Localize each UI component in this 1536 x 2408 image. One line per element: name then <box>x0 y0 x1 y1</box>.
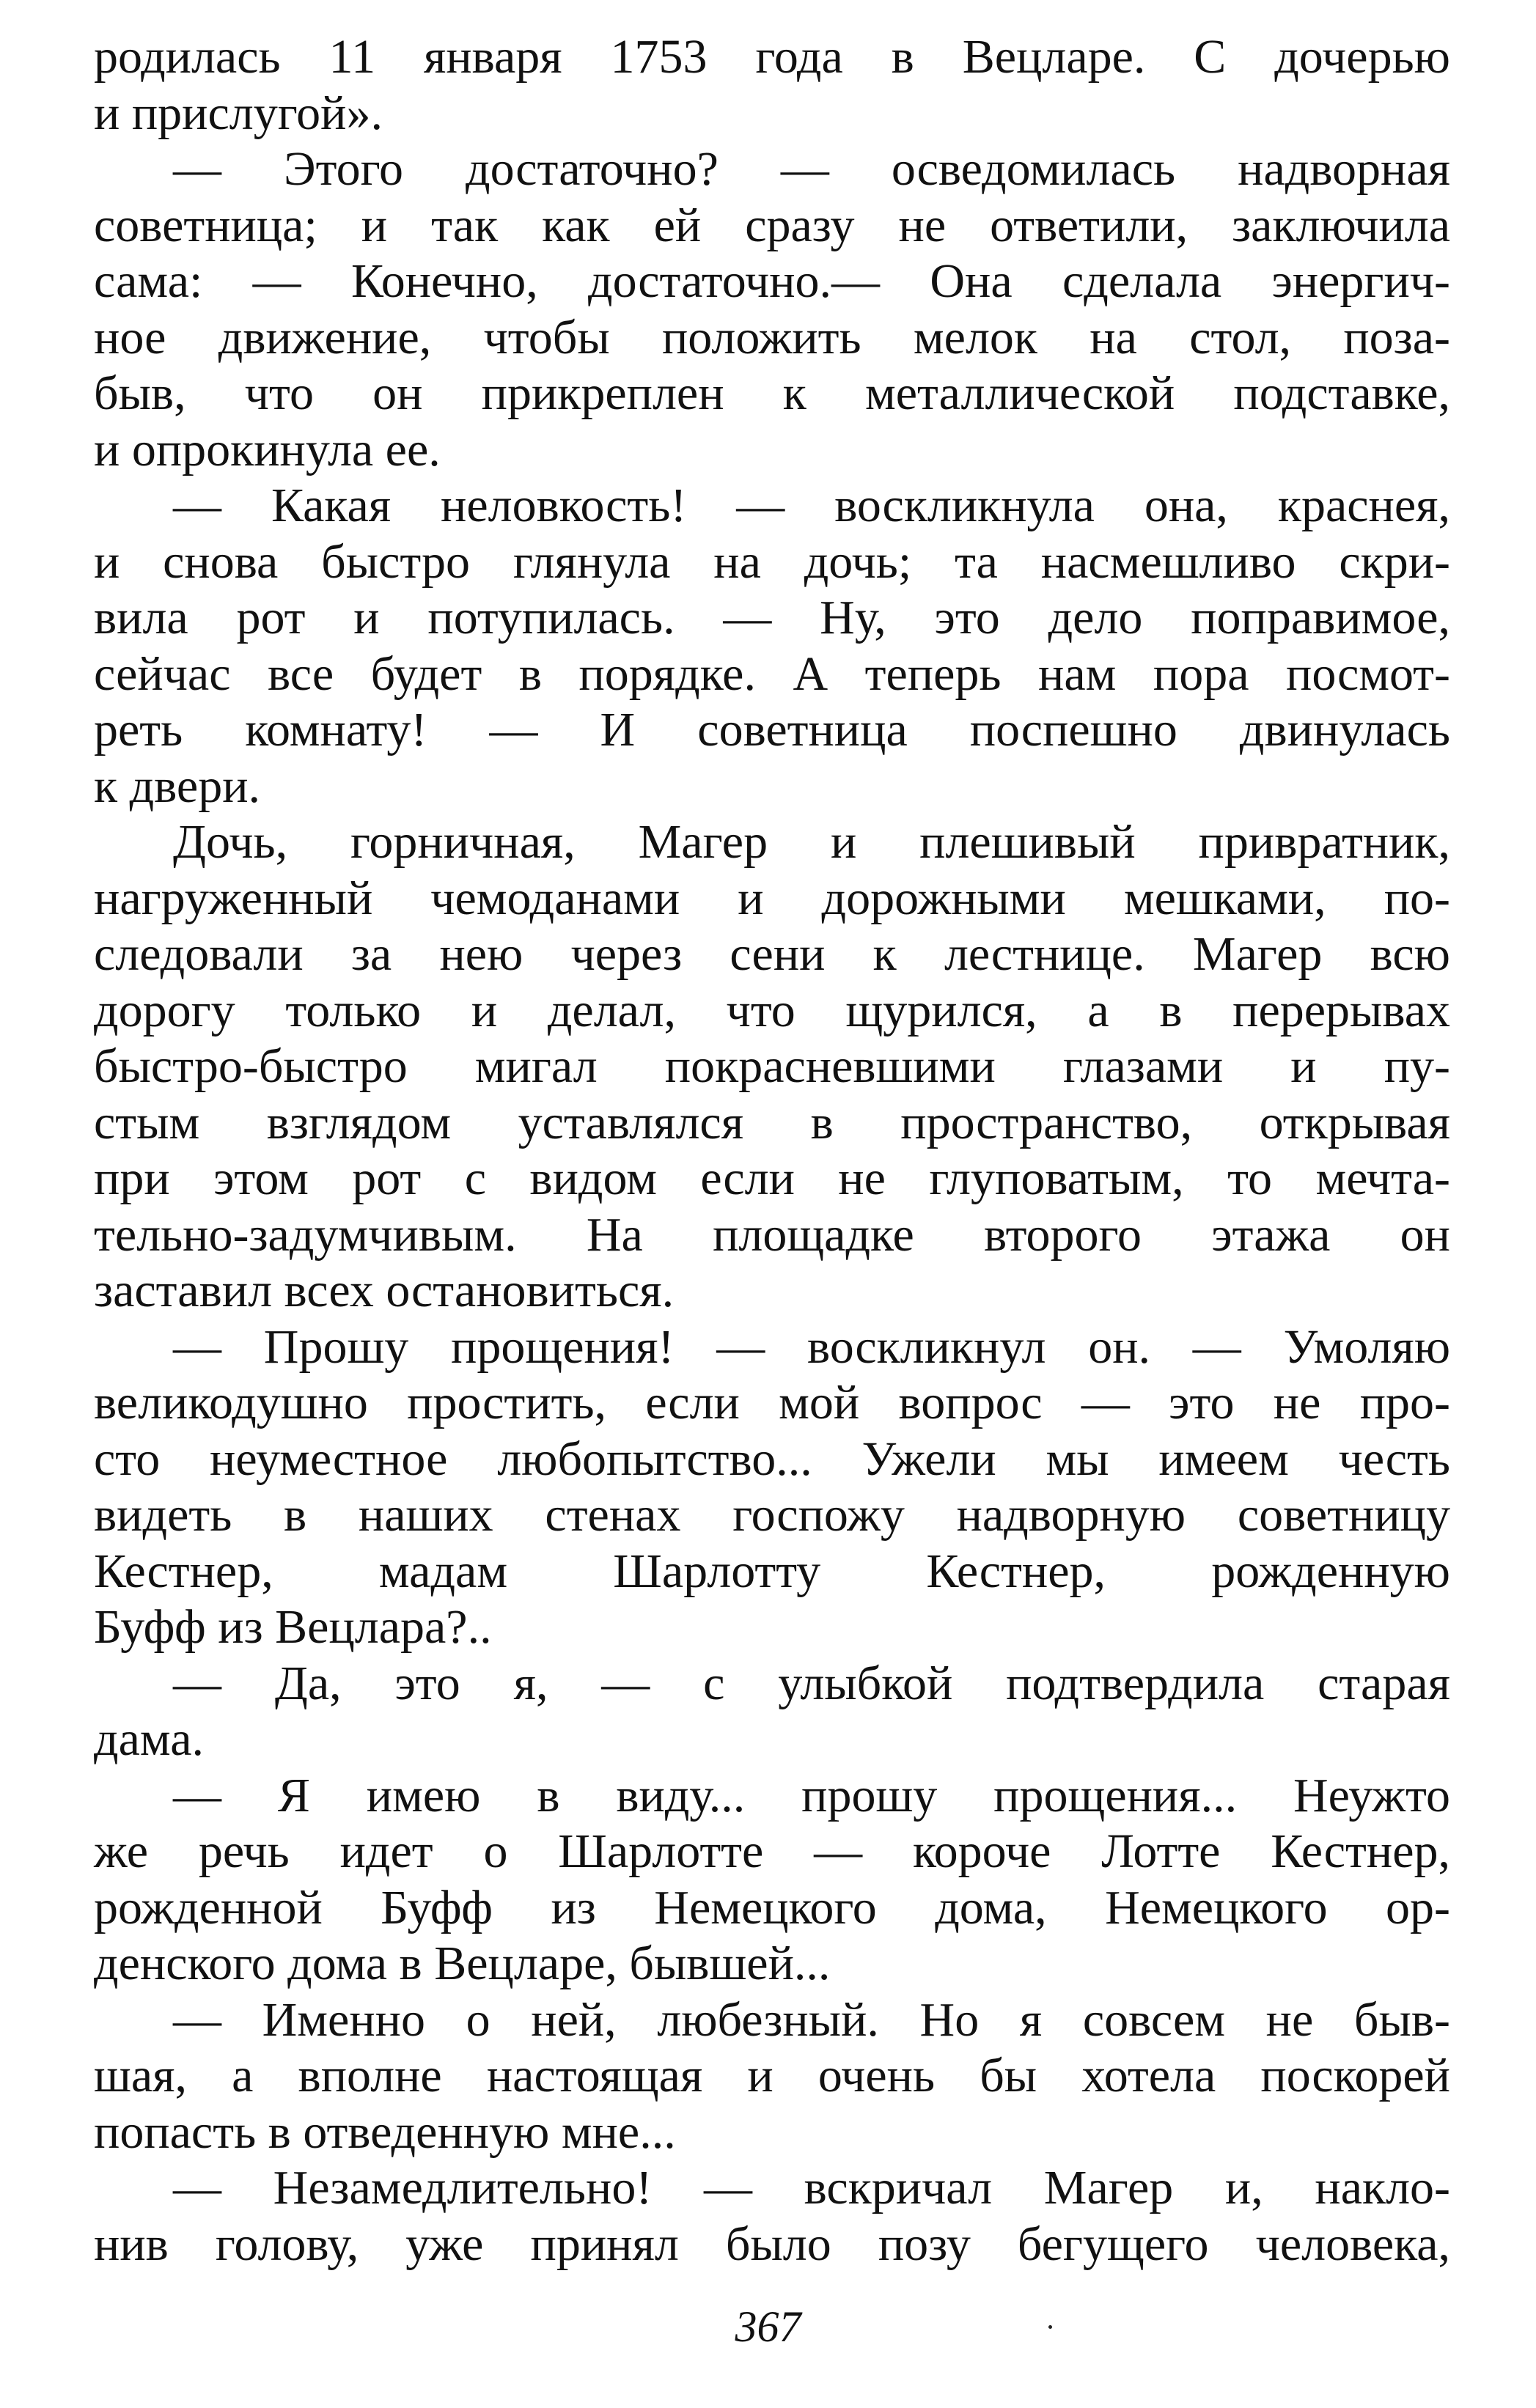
text-line: — Прошу прощения! — воскликнул он. — Умоляю <box>173 1319 1450 1374</box>
text-line: и прислугой». <box>94 86 383 140</box>
text-line: сейчас все будет в порядке. А теперь нам пора посмот- <box>94 647 1450 701</box>
text-line: дама. <box>94 1712 204 1766</box>
text-line: великодушно простить, если мой вопрос — это не про- <box>94 1376 1450 1429</box>
text-line: Кестнер, мадам Шарлотту Кестнер, рожденную <box>94 1544 1450 1598</box>
text-line: Дочь, горничная, Магер и плешивый привратник, <box>173 815 1450 869</box>
text-line: быв, что он прикреплен к металлической подставке, <box>94 367 1450 420</box>
text-line: к двери. <box>94 759 261 813</box>
text-line: Буфф из Вецлара?.. <box>94 1600 492 1654</box>
text-line: при этом рот с видом если не глуповатым, то мечта- <box>94 1152 1450 1205</box>
text-line: тельно-задумчивым. На площадке второго этажа он <box>94 1207 1450 1262</box>
text-line: сама: — Конечно, достаточно.— Она сделала энергич- <box>94 254 1450 308</box>
text-line: сто неуместное любопытство... Ужели мы имеем честь <box>94 1432 1450 1486</box>
text-line: стым взглядом уставлялся в пространство, открывая <box>94 1095 1450 1149</box>
print-speck <box>1048 2325 1052 2329</box>
text-line: — Именно о ней, любезный. Но я совсем не быв- <box>173 1992 1450 2047</box>
text-line: шая, а вполне настоящая и очень бы хотела поскорей <box>94 2049 1450 2102</box>
text-line: ное движение, чтобы положить мелок на стол, поза- <box>94 310 1450 364</box>
text-line: нив голову, уже принял было позу бегущего человека, <box>94 2217 1450 2271</box>
text-line: и опрокинула ее. <box>94 422 441 476</box>
text-line: — Незамедлительно! — вскричал Магер и, накло- <box>173 2161 1450 2214</box>
text-line: дорогу только и делал, что щурился, а в перерывах <box>94 983 1450 1037</box>
text-line: — Этого достаточно? — осведомилась надворная <box>173 142 1450 196</box>
text-line: и снова быстро глянула на дочь; та насмешливо скри- <box>94 534 1450 589</box>
text-line: — Я имею в виду... прошу прощения... Неужто <box>173 1768 1450 1822</box>
text-line: советница; и так как ей сразу не ответили, заключила <box>94 198 1450 252</box>
text-line: рожденной Буфф из Немецкого дома, Немецкого ор- <box>94 1880 1450 1934</box>
page-number: 367 <box>735 2302 801 2351</box>
text-line: родилась 11 января 1753 года в Вецларе. С дочерью <box>94 30 1450 84</box>
page-text <box>94 29 1450 2272</box>
text-line: же речь идет о Шарлотте — короче Лотте Кестнер, <box>94 1825 1450 1878</box>
text-line: быстро-быстро мигал покрасневшими глазами и пу- <box>94 1039 1450 1093</box>
text-line: нагруженный чемоданами и дорожными мешками, по- <box>94 871 1450 925</box>
text-line: попасть в отведенную мне... <box>94 2105 676 2159</box>
text-line: денского дома в Вецларе, бывшей... <box>94 1937 831 1990</box>
text-line: — Какая неловкость! — воскликнула она, краснея, <box>173 479 1450 532</box>
text-line: следовали за нею через сени к лестнице. Магер всю <box>94 927 1450 981</box>
text-line: вила рот и потупилась. — Ну, это дело поправимое, <box>94 591 1450 644</box>
text-line: видеть в наших стенах госпожу надворную советницу <box>94 1488 1450 1542</box>
text-line: заставил всех остановиться. <box>94 1264 675 1317</box>
text-line: реть комнату! — И советница поспешно двинулась <box>94 703 1450 756</box>
text-line: — Да, это я, — с улыбкой подтвердила старая <box>173 1656 1450 1710</box>
